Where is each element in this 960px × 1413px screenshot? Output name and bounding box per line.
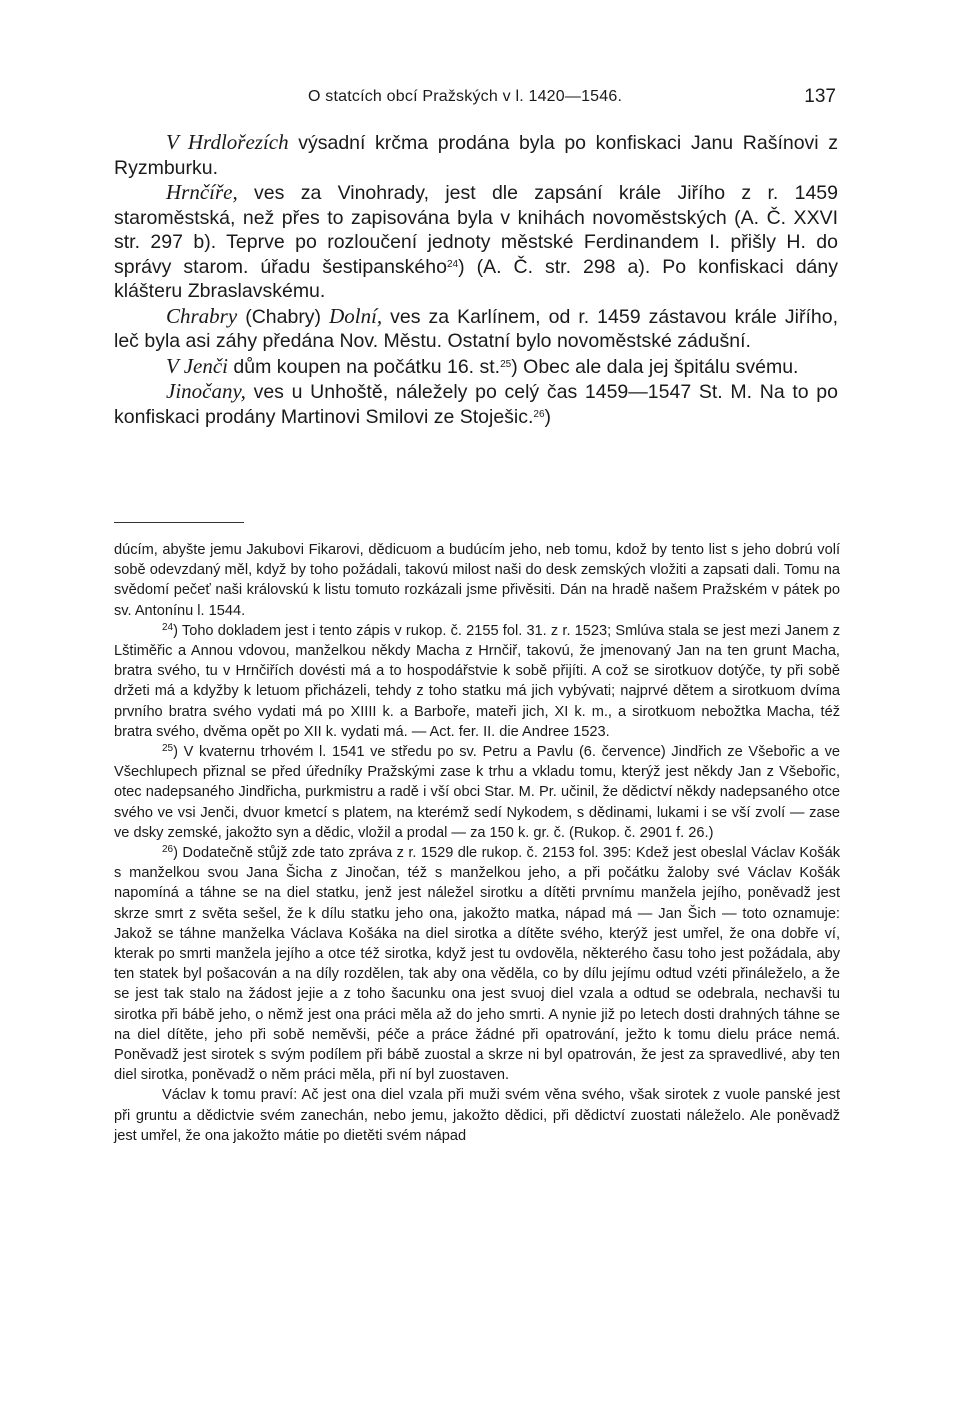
footnote-text: ) Toho dokladem jest i tento zápis v rukop. č. 2155 fol. 31. z r. 1523; Smlúva stala se jest mezi Janem z Lštiměřic a Annou vdovou, manželkou někdy Macha z Hrnčiř, takovú, že jmenovaný Jan na ten grunt Macha, bratra svého, tu v Hrnčiřích dovésti má a to hospodářstvie k sobě přijíti. A což se sirotkuov dotýče, ty při sobě držeti má a kdyžby k letuom přicházeli, tehdy z toho statku má jich vybývati; najprvé dětem a sirotkuom dvíma prvního bratra svého vydati má po XIIII k. a Barboře, mateři jich, XI k. m., a sirotkuom nebožtka Macha, též bratra svého, dvěma opět po XII k. vydati má. — Act. fer. II. die Andree 1523.: [114, 622, 840, 740]
place-name: Chrabry: [166, 303, 238, 328]
paragraph-text: ) Obec ale dala jej špitálu svému.: [511, 355, 799, 378]
paragraph-text: ): [544, 405, 552, 428]
place-name: V Jenči: [166, 353, 228, 378]
place-name: Jinočany,: [166, 379, 246, 403]
paragraph-jenc: [114, 354, 838, 380]
footnote-25: [114, 742, 840, 843]
running-title: O statcích obcí Pražských v l. 1420—1546.: [308, 88, 623, 105]
place-name: Dolní,: [329, 303, 383, 328]
footnote-text: ) V kvaternu trhovém l. 1541 ve středu po sv. Petru a Pavlu (6. července) Jindřich ze Všebořic a ve Všechlupech přiznal se před úředníky Pražskými zase k trhu a vkladu tomu, kterýž jest někdy Jan z Všebořic, otec nadepsaného Jindřicha, purkmistru a radě i vší obci Star. M. Pr. učinil, že dědictví někdy nadepsaného otce svého ve vsi Jenči, dvuor kmetcí s platem, na kterémž sedí Nykodem, s dědinami, lukami i se vší zvolí — zase ve dsky zemské, jakožto syn a dědic, vložil a prodal — za 150 k. gr. č. (Rukop. č. 2901 f. 26.): [114, 744, 840, 841]
footnote-26: [114, 843, 840, 1085]
footnote-mark: 25: [162, 743, 174, 755]
main-text: [114, 130, 838, 429]
page-number: 137: [804, 86, 836, 107]
paragraph-text: dům koupen na počátku 16. st.: [228, 355, 501, 378]
paragraph-hrncire: [114, 180, 838, 304]
paragraph-chrabry: [114, 304, 838, 354]
footnote-26-continued: Václav k tomu praví: Ač jest ona diel vzala při muži svém věna svého, však sirotek z vuole panské jest při gruntu a dědictvie svém zanechán, nebo jemu, jakožto dědici, při dědictví zuostati náleželo. Ale poněvadž jest umřel, že ona jakožto mátie po dietěti svém nápad: [114, 1087, 840, 1144]
paragraph-text: (Chabry): [237, 305, 330, 328]
paragraph-text: ves u Unhoště, náležely po celý čas 1459—1547 St. M. Na to po konfiskaci prodány Martinovi Smilovi ze Stoješic.: [114, 381, 838, 428]
footnote-mark: 26: [162, 844, 174, 856]
footnote-continuation: dúcím, abyšte jemu Jakubovi Fikarovi, dědicuom a budúcím jeho, neb tomu, kdož by tento list s jeho dobrú volí sobě odevzdaný měl, když by toho požádali, takovú milost naši do desk zemských vložiti a zapsati dali. Tomu na svědomí pečeť naši královskú k listu tomuto rozkázali jsme přivěsiti. Dán na hradě našem Pražském v pátek po sv. Antonínu l. 1544.: [114, 542, 840, 619]
footnotes: [114, 540, 840, 1146]
place-name: Hrnčíře,: [166, 180, 238, 204]
footnote-24: [114, 621, 840, 742]
footnote-ref: 26: [533, 408, 545, 420]
paragraph-text: ves za Karlínem, od r. 1459 zástavou krále Jiřího, leč byla asi záhy předána Nov. Městu. Ostatní bylo novoměstské zádušní.: [114, 305, 839, 352]
footnote-separator: [114, 522, 244, 523]
place-name: V Hrdlořezích: [166, 130, 289, 154]
footnote-text: ) Dodatečně stůjž zde tato zpráva z r. 1529 dle rukop. č. 2153 fol. 395: Kdež jest obeslal Václav Košák s manželkou svou Jana Šicha z Jinočan, též s manželkou jeho, a při počátku žaloby své Václav Košák napomíná a táhne se na diel statku, jenž jest náležel sirotku a dítěti prvnímu manžela jejího, poněvadž jest skrze smrt z světa sešel, že k dílu statku jeho ona, jakožto matka, nápad má — Jan Šich — toto oznamuje: Jakož se táhne manželka Václava Košáka na diel sirotka a dítěte svého, kterýž jest umřel, že ona dobře ví, kterak po smrti manžela jejího a otce též sirotka, když jest tu ovdověla, některého času toho jest požádala, aby ten statek byl pošacován a na díly rozdělen, tak aby ona věděla, co by dílu jejímu odtud vzéti přináleželo, a že se jest tak stalo na žádost jejie a z toho šacunku ona jest svuoj diel vzala a odtud se odebrala, nechavši tu sirotka při bábě jeho, o němž jest ona práci měla až do jeho smrti. A nynie již po letech dosti drahných táhne se na diel dítěte, jeho při sobě neměvši, péče a práce žádné při opatrování, ježto k tomu dielu práce nemá. Poněvadž jest sirotek s svým podílem při bábě zuostal a skrze ni byl opatrován, že jest za spravedlivé, aby ten diel sirotka, poněvadž o něm práci měla, při ní byl zuostaven.: [114, 845, 840, 1084]
footnote-ref: 24: [446, 258, 459, 270]
paragraph-jinocany: [114, 379, 838, 429]
paragraph-hrdlorezy: [114, 130, 838, 180]
paragraph-text: ves za Vinohrady, jest dle zapsání krále Jiřího z r. 1459 staroměstská, než přes to zapisována byla v knihách novoměstských (A. Č. XXVI str. 297 b). Teprve po rozloučení jednoty městské Ferdinandem I. přišly H. do správy starom. úřadu šestipanského: [114, 182, 838, 278]
page-header: [110, 88, 836, 114]
paragraph-text: ) (A. Č. str. 298 a). Po konfiskaci dány klášteru Zbraslavskému.: [114, 255, 838, 302]
footnote-ref: 25: [500, 358, 512, 370]
footnote-mark: 24: [162, 621, 174, 633]
paragraph-text: výsadní krčma prodána byla po konfiskaci Janu Rašínovi z Ryzmburku.: [114, 132, 839, 179]
